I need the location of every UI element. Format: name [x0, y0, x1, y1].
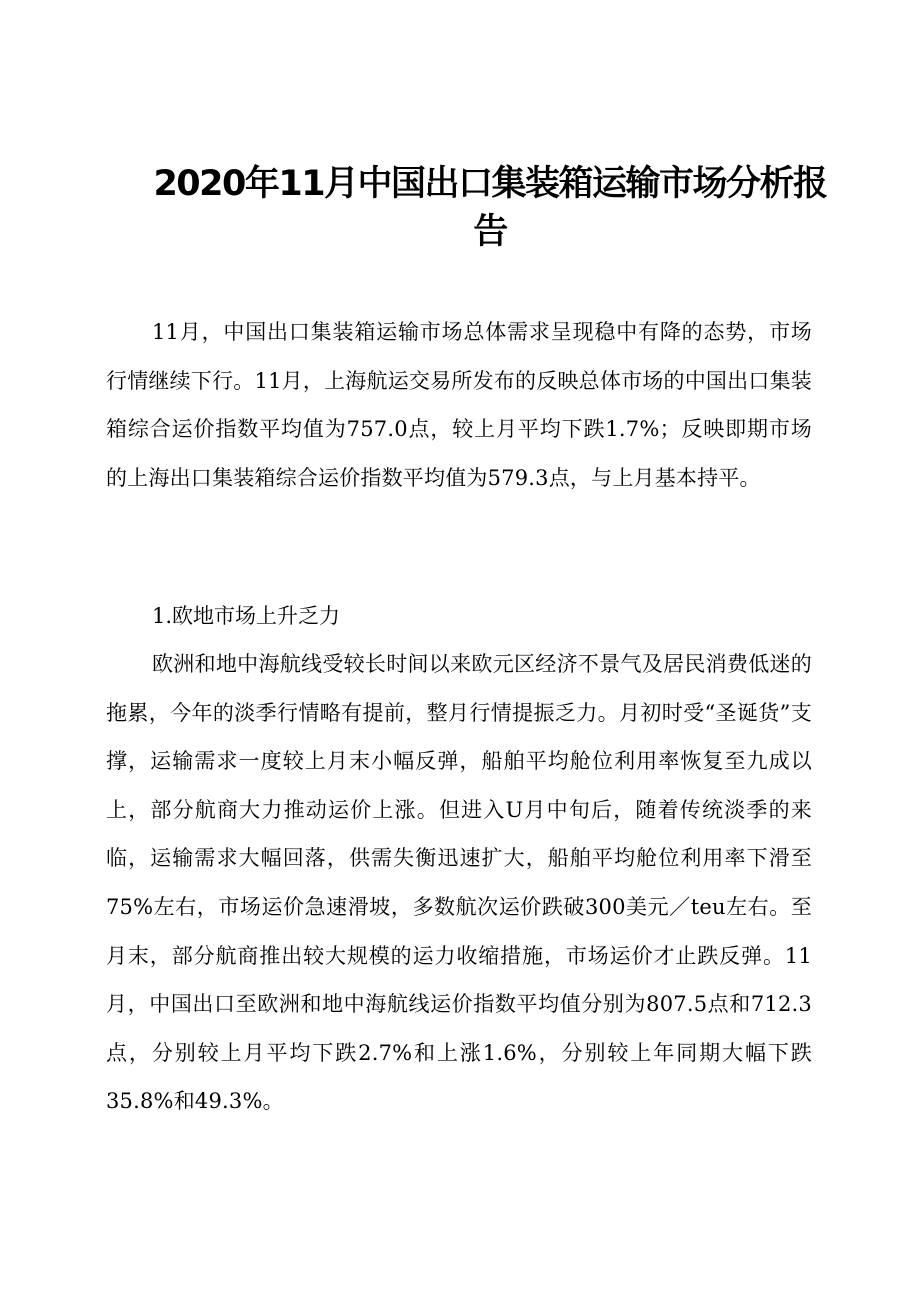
section-heading: 1.欧地市场上升乏力: [152, 604, 341, 628]
intro-paragraph: 11月，中国出口集装箱运输市场总体需求呈现稳中有降的态势，市场行情继续下行。11月，上海航运交易所发布的反映总体市场的中国出口集装箱综合运价指数平均值为757.0点，较上月平均下跌1.7%；反映即期市场的上海出口集装箱综合运价指数平均值为579.3点，与上月基本持平。: [106, 320, 812, 490]
section-paragraph: 欧洲和地中海航线受较长时间以来欧元区经济不景气及居民消费低迷的拖累，今年的淡季行情略有提前，整月行情提振乏力。月初时受“圣诞货”支撑，运输需求一度较上月末小幅反弹，船舶平均舱位利用率恢复至九成以上，部分航商大力推动运价上涨。但进入U月中旬后，随着传统淡季的来临，运输需求大幅回落，供需失衡迅速扩大，船舶平均舱位利用率下滑至75%左右，市场运价急速滑坡，多数航次运价跌破300美元／teu左右。至月末，部分航商推出较大规模的运力收缩措施，市场运价才止跌反弹。11月，中国出口至欧洲和地中海航线运价指数平均值分别为807.5点和712.3点，分别较上月平均下跌2.7%和上涨1.6%，分别较上年同期大幅下跌35.8%和49.3%。: [106, 652, 812, 1114]
document-title: 2020年11月中国出口集装箱运输市场分析报告: [153, 164, 827, 252]
